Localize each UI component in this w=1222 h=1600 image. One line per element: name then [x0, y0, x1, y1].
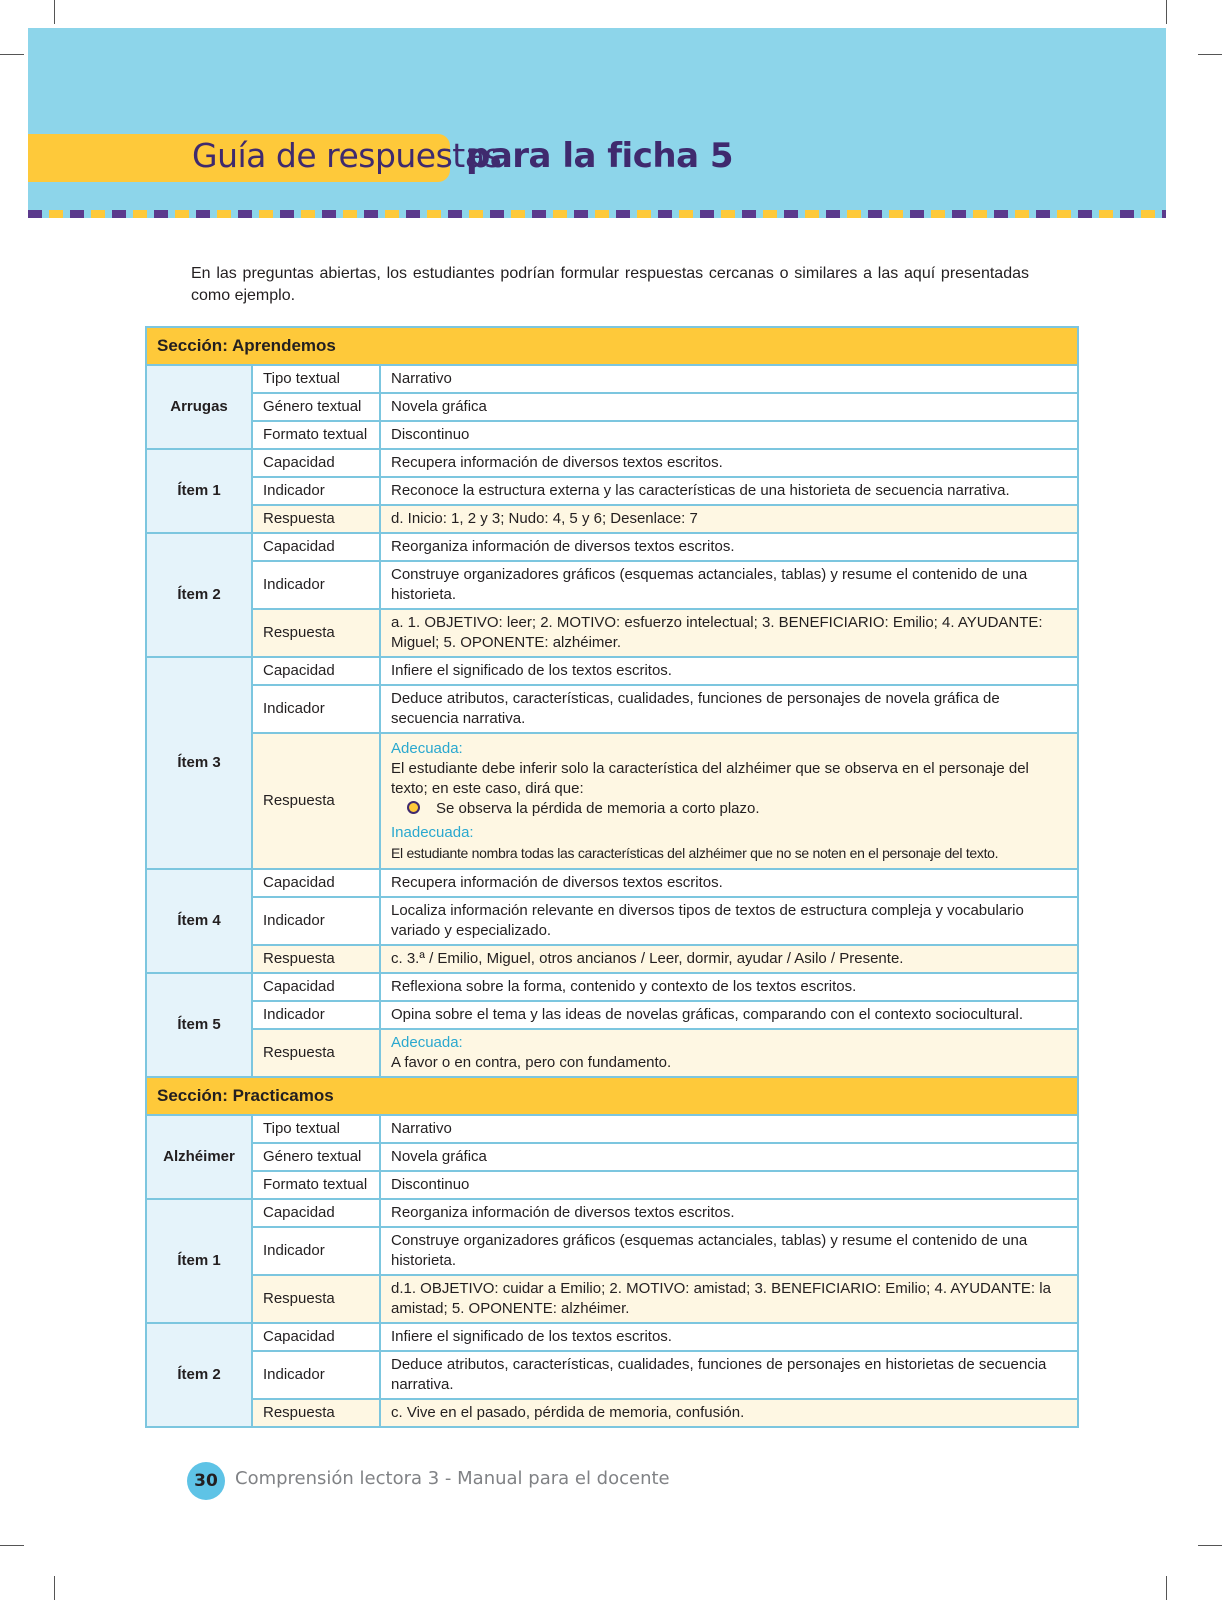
row-value: Deduce atributos, características, cualidades, funciones de personajes en historietas de secuencia narrativa.: [380, 1351, 1078, 1399]
section-header: Sección: Aprendemos: [146, 327, 1078, 365]
row-key: Respuesta: [252, 1399, 380, 1427]
row-key: Indicador: [252, 1227, 380, 1275]
row-key: Respuesta: [252, 1275, 380, 1323]
row-label: Ítem 2: [146, 1323, 252, 1427]
row-label: Ítem 2: [146, 533, 252, 657]
row-key: Capacidad: [252, 657, 380, 685]
row-key: Tipo textual: [252, 1115, 380, 1143]
row-value: Infiere el significado de los textos escritos.: [380, 657, 1078, 685]
row-label: Alzhéimer: [146, 1115, 252, 1199]
crop-mark: [1198, 54, 1222, 55]
crop-mark: [54, 1576, 55, 1600]
row-value: Reconoce la estructura externa y las características de una historieta de secuencia narrativa.: [380, 477, 1078, 505]
crop-mark: [1166, 0, 1167, 24]
crop-mark: [0, 54, 24, 55]
row-key: Indicador: [252, 897, 380, 945]
row-label: Ítem 5: [146, 973, 252, 1077]
row-key: Capacidad: [252, 1199, 380, 1227]
row-value: Narrativo: [380, 1115, 1078, 1143]
row-key: Indicador: [252, 477, 380, 505]
row-value: c. 3.ª / Emilio, Miguel, otros ancianos / Leer, dormir, ayudar / Asilo / Presente.: [380, 945, 1078, 973]
row-key: Respuesta: [252, 1029, 380, 1077]
adequate-text: El estudiante debe inferir solo la característica del alzhéimer que se observa en el personaje del texto; en este caso, dirá que:: [391, 760, 1029, 797]
row-value: Novela gráfica: [380, 1143, 1078, 1171]
row-key: Género textual: [252, 1143, 380, 1171]
row-key: Capacidad: [252, 973, 380, 1001]
row-value: [380, 1029, 1078, 1077]
row-value: Reorganiza información de diversos textos escritos.: [380, 533, 1078, 561]
crop-mark: [1166, 1576, 1167, 1600]
row-key: Capacidad: [252, 869, 380, 897]
row-key: Indicador: [252, 685, 380, 733]
answer-guide-table: [145, 326, 1079, 1428]
inadequate-text: El estudiante nombra todas las características del alzhéimer que no se noten en el personaje del texto.: [391, 845, 999, 861]
row-key: Género textual: [252, 393, 380, 421]
adequate-label: Adecuada:: [391, 740, 463, 757]
row-key: Capacidad: [252, 1323, 380, 1351]
row-value: Deduce atributos, características, cualidades, funciones de personajes de novela gráfica de secuencia narrativa.: [380, 685, 1078, 733]
row-key: Formato textual: [252, 1171, 380, 1199]
bullet-icon: [407, 801, 420, 814]
row-key: Indicador: [252, 561, 380, 609]
row-key: Respuesta: [252, 733, 380, 869]
row-value: Discontinuo: [380, 1171, 1078, 1199]
page-subtitle: para la ficha 5: [466, 136, 734, 176]
row-key: Formato textual: [252, 421, 380, 449]
row-value: Localiza información relevante en diversos tipos de textos de estructura compleja y vocabulario variado y especializado.: [380, 897, 1078, 945]
row-value: Novela gráfica: [380, 393, 1078, 421]
row-value: Recupera información de diversos textos escritos.: [380, 449, 1078, 477]
row-label: Ítem 1: [146, 449, 252, 533]
adequate-label: Adecuada:: [391, 1034, 463, 1051]
row-value: a. 1. OBJETIVO: leer; 2. MOTIVO: esfuerzo intelectual; 3. BENEFICIARIO: Emilio; 4. AYUDANTE: Miguel; 5. OPONENTE: alzhéimer.: [380, 609, 1078, 657]
inadequate-label: Inadecuada:: [391, 824, 474, 841]
row-value: d. Inicio: 1, 2 y 3; Nudo: 4, 5 y 6; Desenlace: 7: [380, 505, 1078, 533]
row-value: Reflexiona sobre la forma, contenido y contexto de los textos escritos.: [380, 973, 1078, 1001]
page-number: 30: [187, 1462, 225, 1500]
row-key: Capacidad: [252, 449, 380, 477]
row-label: Ítem 3: [146, 657, 252, 869]
section-header: Sección: Practicamos: [146, 1077, 1078, 1115]
row-value: [380, 733, 1078, 869]
crop-mark: [1198, 1545, 1222, 1546]
row-key: Respuesta: [252, 945, 380, 973]
bullet-text: Se observa la pérdida de memoria a corto plazo.: [436, 800, 760, 817]
footer-title: Comprensión lectora 3 - Manual para el docente: [235, 1468, 670, 1489]
adequate-text: A favor o en contra, pero con fundamento.: [391, 1054, 672, 1071]
bullet-item: [391, 799, 1067, 819]
row-key: Indicador: [252, 1351, 380, 1399]
row-value: d.1. OBJETIVO: cuidar a Emilio; 2. MOTIVO: amistad; 3. BENEFICIARIO: Emilio; 4. AYUDANTE: la amistad; 5. OPONENTE: alzhéimer.: [380, 1275, 1078, 1323]
row-value: Narrativo: [380, 365, 1078, 393]
row-label: Ítem 1: [146, 1199, 252, 1323]
header-banner: [28, 28, 1166, 218]
dashed-divider: [28, 210, 1166, 218]
row-key: Tipo textual: [252, 365, 380, 393]
row-value: Infiere el significado de los textos escritos.: [380, 1323, 1078, 1351]
row-value: Construye organizadores gráficos (esquemas actanciales, tablas) y resume el contenido de una historieta.: [380, 561, 1078, 609]
page-title: Guía de respuestas: [192, 136, 502, 175]
row-label: Ítem 4: [146, 869, 252, 973]
row-key: Respuesta: [252, 609, 380, 657]
row-value: Recupera información de diversos textos escritos.: [380, 869, 1078, 897]
row-key: Capacidad: [252, 533, 380, 561]
crop-mark: [54, 0, 55, 24]
row-value: Reorganiza información de diversos textos escritos.: [380, 1199, 1078, 1227]
row-value: Opina sobre el tema y las ideas de novelas gráficas, comparando con el contexto sociocultural.: [380, 1001, 1078, 1029]
row-label: Arrugas: [146, 365, 252, 449]
intro-paragraph: En las preguntas abiertas, los estudiantes podrían formular respuestas cercanas o similares a las aquí presentadas como ejemplo.: [191, 265, 1029, 304]
row-value: Discontinuo: [380, 421, 1078, 449]
row-key: Indicador: [252, 1001, 380, 1029]
row-value: Construye organizadores gráficos (esquemas actanciales, tablas) y resume el contenido de una historieta.: [380, 1227, 1078, 1275]
row-value: c. Vive en el pasado, pérdida de memoria, confusión.: [380, 1399, 1078, 1427]
row-key: Respuesta: [252, 505, 380, 533]
crop-mark: [0, 1545, 24, 1546]
